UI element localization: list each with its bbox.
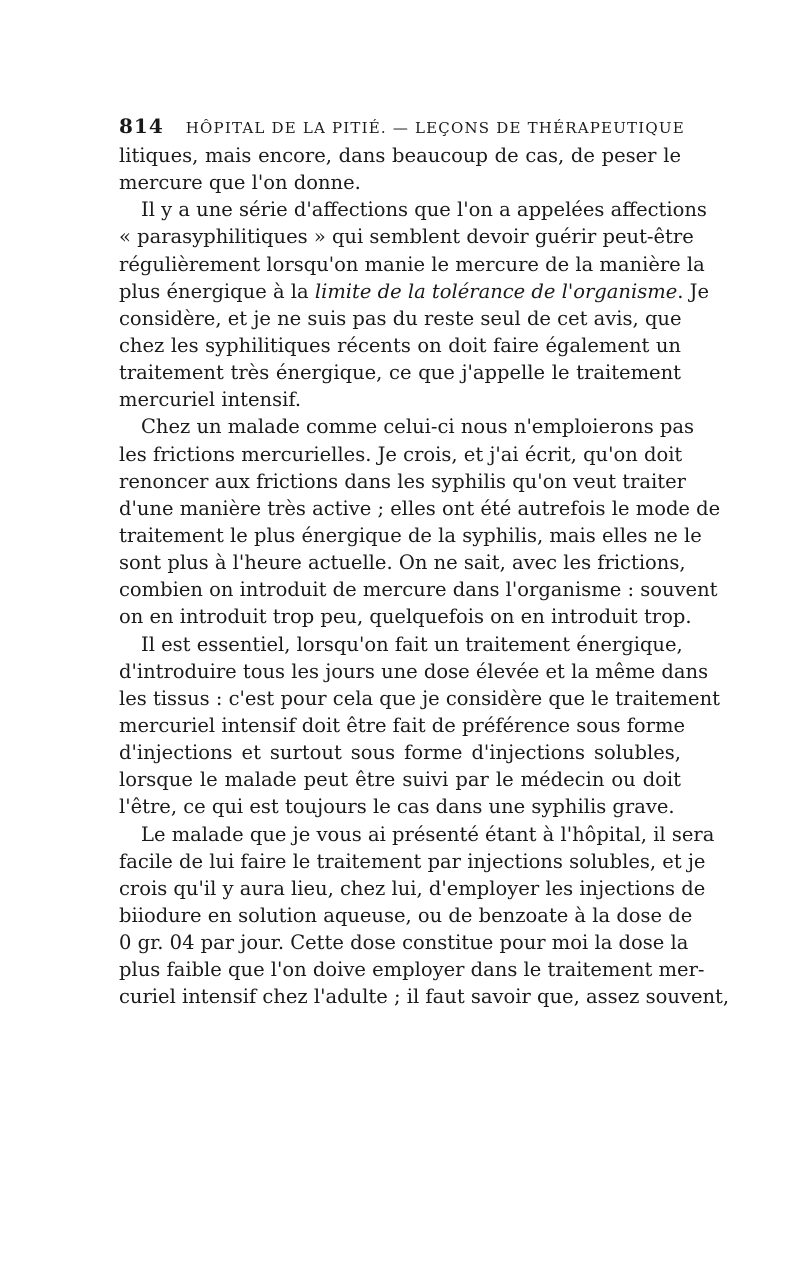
text-line: 0 gr. 04 par jour. Cette dose constitue pour moi la dose la [119, 931, 689, 955]
text-line: les tissus : c'est pour cela que je considère que le traitement [119, 686, 720, 710]
page-number: 814 [119, 114, 164, 138]
text-line: d'une manière très active ; elles ont été autrefois le mode de [119, 496, 721, 520]
text-segment: . Je [677, 279, 710, 303]
body-text [119, 142, 730, 1011]
text-segment: plus énergique à la [119, 279, 315, 303]
text-line: mercuriel intensif. [119, 388, 302, 412]
text-line: Il est essentiel, lorsqu'on fait un traitement énergique, [141, 632, 683, 656]
text-line: régulièrement lorsqu'on manie le mercure de la manière la [119, 252, 705, 276]
text-line: on en introduit trop peu, quelquefois on en introduit trop. [119, 605, 692, 629]
text-line: d'introduire tous les jours une dose élevée et la même dans [119, 659, 709, 683]
text-line: Il y a une série d'affections que l'on a appelées affections [141, 198, 707, 222]
text-line: d'injections et surtout sous forme d'injections solubles, [119, 741, 681, 765]
text-line: mercuriel intensif doit être fait de préférence sous forme [119, 713, 686, 737]
text-line: sont plus à l'heure actuelle. On ne sait, avec les frictions, [119, 551, 686, 575]
text-line: renoncer aux frictions dans les syphilis qu'on veut traiter [119, 469, 686, 493]
running-header [119, 114, 685, 138]
text-line: biiodure en solution aqueuse, ou de benzoate à la dose de [119, 903, 693, 927]
running-title: HÔPITAL DE LA PITIÉ. — LEÇONS DE THÉRAPEUTIQUE [185, 119, 685, 137]
text-line: l'être, ce qui est toujours le cas dans une syphilis grave. [119, 795, 675, 819]
text-line: facile de lui faire le traitement par injections solubles, et je [119, 849, 706, 873]
text-line: combien on introduit de mercure dans l'organisme : souvent [119, 578, 718, 602]
text-line: considère, et je ne suis pas du reste seul de cet avis, que [119, 306, 682, 330]
text-line: Chez un malade comme celui-ci nous n'emploierons pas [141, 415, 695, 439]
paragraph-2 [119, 196, 710, 413]
text-line: crois qu'il y aura lieu, chez lui, d'employer les injections de [119, 876, 706, 900]
text-line: les frictions mercurielles. Je crois, et j'ai écrit, qu'on doit [119, 442, 683, 466]
text-line: lorsque le malade peut être suivi par le médecin ou doit [119, 768, 681, 792]
text-line: mercure que l'on donne. [119, 171, 361, 195]
italic-phrase: limite de la tolérance de l'organisme [314, 279, 678, 303]
paragraph-4 [119, 631, 720, 821]
text-line: litiques, mais encore, dans beaucoup de cas, de peser le [119, 144, 681, 167]
paragraph-5 [119, 821, 730, 1011]
text-line: chez les syphilitiques récents on doit faire également un [119, 333, 681, 357]
text-line: Le malade que je vous ai présenté étant à l'hôpital, il sera [141, 822, 715, 846]
text-line: traitement le plus énergique de la syphilis, mais elles ne le [119, 523, 702, 547]
text-line: « parasyphilitiques » qui semblent devoir guérir peut-être [119, 225, 694, 249]
text-line: traitement très énergique, ce que j'appelle le traitement [119, 361, 681, 385]
text-line: plus faible que l'on doive employer dans le traitement mer- [119, 958, 705, 982]
paragraph-3 [119, 413, 721, 630]
text-line-with-italic [119, 278, 710, 305]
text-line: curiel intensif chez l'adulte ; il faut savoir que, assez souvent, [119, 985, 730, 1009]
paragraph-1 [119, 142, 681, 196]
